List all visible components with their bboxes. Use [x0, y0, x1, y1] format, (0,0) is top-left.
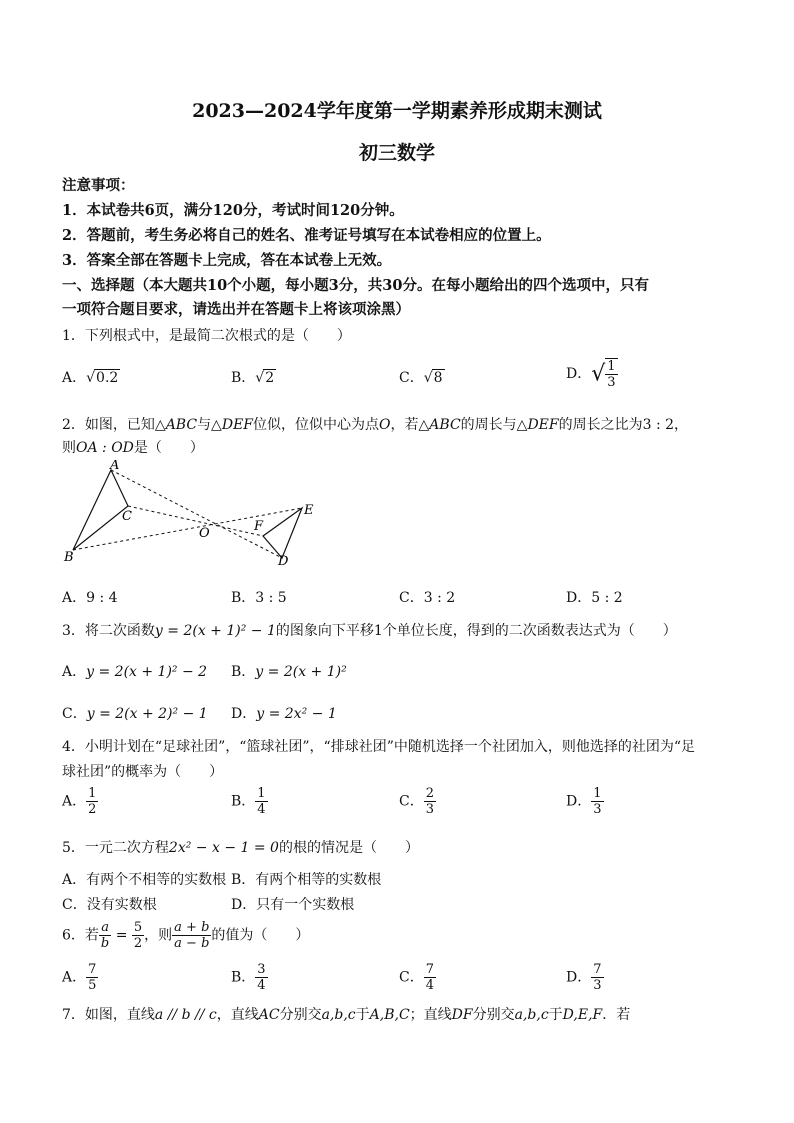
triangle-def [263, 508, 302, 558]
q5-option-d: D．只有一个实数根 [231, 897, 355, 913]
q4-option-c: C． $\frac{2}{3}$ [399, 786, 434, 817]
section-heading-line1: 一、选择题（本大题共10个小题，每小题3分，共30分。在每小题给出的四个选项中，只有 [62, 277, 649, 294]
note-item-2: 2．答题前，考生务必将自己的姓名、准考证号填写在本试卷相应的位置上。 [62, 227, 551, 244]
label-o: O [199, 526, 210, 541]
question-4-stem-line1: 4．小明计划在“足球社团”，“篮球社团”，“排球社团”中随机选择一个社团加入，则他选择的社团为“足 [62, 739, 696, 755]
question-1-stem: 1．下列根式中，是最简二次根式的是（ ） [62, 328, 351, 344]
section-heading-line2: 一项符合题目要求，请选出并在答题卡上将该项涂黑） [62, 301, 410, 318]
q6-option-a: A． $\frac{7}{5}$ [62, 962, 97, 993]
q4-option-b: B． $\frac{1}{4}$ [231, 786, 266, 817]
q3-option-c: C．y = 2(x + 2)² − 1 [62, 706, 208, 722]
question-5-stem: 5．一元二次方程2x² − x − 1 = 0的根的情况是（ ） [62, 840, 419, 856]
label-d: D [278, 554, 289, 569]
label-a: A [110, 460, 120, 473]
q5-option-a: A．有两个不相等的实数根 [62, 872, 227, 888]
label-e: E [304, 503, 314, 518]
q2-option-c: C．3 : 2 [399, 590, 456, 606]
q1-option-c: C．√8 [399, 370, 443, 386]
dashed-line-ad [111, 470, 282, 558]
q3-option-d: D．y = 2x² − 1 [231, 706, 337, 722]
question-7-stem: 7．如图，直线a // b // c，直线AC分别交a,b,c于A,B,C；直线DF分别交a,b,c于D,E,F．若 [62, 1007, 631, 1023]
q6-option-c: C． $\frac{7}{4}$ [399, 962, 434, 993]
question-4-stem-line2: 球社团”的概率为（ ） [62, 764, 224, 780]
dashed-line-cf [128, 506, 263, 536]
q5-option-b: B．有两个相等的实数根 [231, 872, 382, 888]
q3-option-a: A．y = 2(x + 1)² − 2 [62, 664, 208, 680]
q2-option-d: D．5 : 2 [566, 590, 623, 606]
q5-option-c: C．没有实数根 [62, 897, 157, 913]
q6-option-b: B． $\frac{3}{4}$ [231, 962, 266, 993]
question-2-stem: 2．如图，已知△ABC与△DEF位似，位似中心为点O，若△ABC的周长与△DEF的周长之比为3 : 2， [62, 417, 689, 433]
q2-option-a: A．9 : 4 [62, 590, 118, 606]
question-2-stem-line2: 则OA : OD是（ ） [62, 440, 204, 456]
question-3-stem: 3．将二次函数y = 2(x + 1)² − 1的图象向下平移1个单位长度，得到的二次函数表达式为（ ） [62, 623, 677, 639]
note-item-3: 3．答案全部在答题卡上完成，答在本试卷上无效。 [62, 252, 392, 269]
q1-option-b: B．√2 [231, 370, 275, 386]
homothety-figure [60, 460, 330, 575]
notes-heading: 注意事项： [62, 177, 135, 194]
q1-option-a: A．√0.2 [62, 370, 119, 386]
q4-option-d: D． $\frac{1}{3}$ [566, 786, 602, 817]
q6-option-d: D． $\frac{7}{3}$ [566, 962, 602, 993]
page-subtitle: 初三数学 [358, 142, 435, 164]
dashed-line-be [73, 508, 302, 550]
label-f: F [254, 519, 264, 534]
page-title: 2023—2024学年度第一学期素养形成期末测试 [192, 100, 602, 122]
question-6-stem: 6．若 $\frac{a}{b}$ = $\frac{5}{2}$ ，则 $\frac{a + b}{a - b}$ 的值为（ ） [62, 920, 310, 951]
q1-option-d: D．√ $\frac{1}{3}$ [566, 359, 616, 390]
note-item-1: 1．本试卷共6页，满分120分，考试时间120分钟。 [62, 202, 404, 219]
label-b: B [64, 550, 74, 565]
q3-option-b: B．y = 2(x + 1)² [231, 664, 347, 680]
triangle-abc [73, 470, 128, 550]
q4-option-a: A． $\frac{1}{2}$ [62, 786, 97, 817]
label-c: C [122, 509, 132, 524]
q2-option-b: B．3 : 5 [231, 590, 287, 606]
